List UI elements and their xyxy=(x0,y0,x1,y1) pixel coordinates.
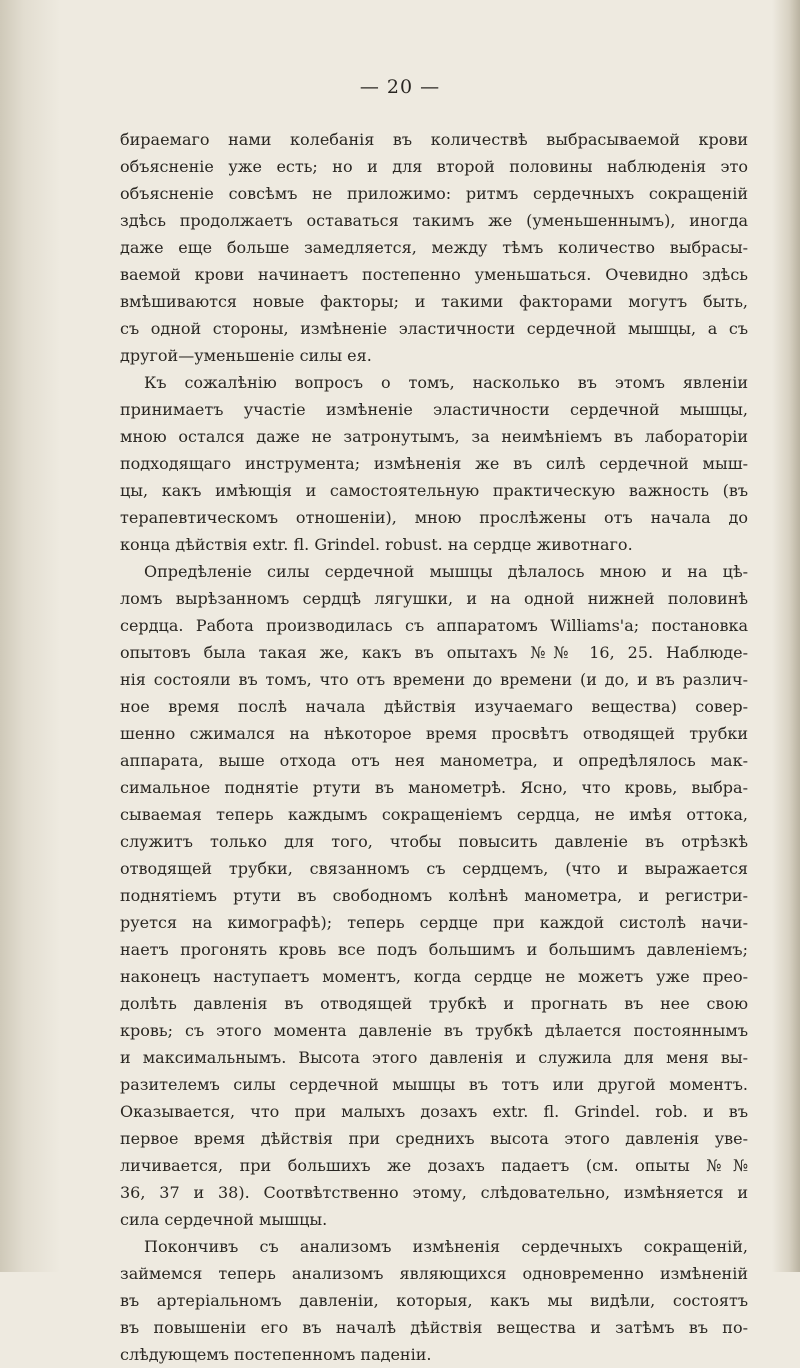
text-line: 36, 37 и 38). Соотвѣтственно этому, слѣдовательно, измѣняется и xyxy=(120,1183,748,1202)
text-line: въ повышеніи его въ началѣ дѣйствія вещества и затѣмъ въ по- xyxy=(120,1318,748,1337)
text-line: другой—уменьшеніе силы ея. xyxy=(120,346,372,365)
text-line: и максимальнымъ. Высота этого давленія и служила для меня вы- xyxy=(120,1048,748,1067)
text-line: отводящей трубки, связанномъ съ сердцемъ, (что и выражается xyxy=(120,859,748,878)
text-line: опытовъ была такая же, какъ въ опытахъ №№ 16, 25. Наблюде- xyxy=(120,643,748,662)
text-line: аппарата, выше отхода отъ нея манометра, и опредѣлялось мак- xyxy=(120,751,748,770)
page-number: — 20 — xyxy=(359,76,441,98)
text-line: наконецъ наступаетъ моментъ, когда сердце не можетъ уже прео- xyxy=(120,967,748,986)
text-line: наетъ прогонять кровь все подъ большимъ и большимъ давленіемъ; xyxy=(120,940,748,959)
text-line: принимаетъ участіе измѣненіе эластичности сердечной мышцы, xyxy=(120,400,748,419)
text-line: мною остался даже не затронутымъ, за неимѣніемъ въ лабораторіи xyxy=(120,427,748,446)
text-line: бираемаго нами колебанія въ количествѣ выбрасываемой крови xyxy=(120,130,748,149)
text-line: ное время послѣ начала дѣйствія изучаемаго вещества) совер- xyxy=(120,697,748,716)
text-line: личивается, при большихъ же дозахъ падаетъ (см. опыты №№ xyxy=(120,1156,748,1175)
text-line: здѣсь продолжаетъ оставаться такимъ же (уменьшеннымъ), иногда xyxy=(120,211,748,230)
scan-shadow-right xyxy=(772,0,800,1272)
text-line: Покончивъ съ анализомъ измѣненія сердечныхъ сокращеній, xyxy=(144,1237,748,1256)
text-line: объясненіе уже есть; но и для второй половины наблюденія это xyxy=(120,157,748,176)
text-line: подходящаго инструмента; измѣненія же въ силѣ сердечной мыш- xyxy=(120,454,748,473)
text-line: сываемая теперь каждымъ сокращеніемъ сердца, не имѣя оттока, xyxy=(120,805,748,824)
text-line: въ артеріальномъ давленіи, которыя, какъ мы видѣли, состоятъ xyxy=(120,1291,748,1310)
text-line: Оказывается, что при малыхъ дозахъ extr. fl. Grindel. rob. и въ xyxy=(120,1102,748,1121)
text-line: ваемой крови начинаетъ постепенно уменьшаться. Очевидно здѣсь xyxy=(120,265,748,284)
text-line: займемся теперь анализомъ являющихся одновременно измѣненій xyxy=(120,1264,748,1283)
text-line: цы, какъ имѣющія и самостоятельную практическую важность (въ xyxy=(120,481,748,500)
text-line: даже еще больше замедляется, между тѣмъ количество выбрасы- xyxy=(120,238,748,257)
text-line: поднятіемъ ртути въ свободномъ колѣнѣ манометра, и регистри- xyxy=(120,886,748,905)
text-line: первое время дѣйствія при среднихъ высота этого давленія уве- xyxy=(120,1129,748,1148)
scan-shadow-left xyxy=(0,0,60,1272)
text-line: съ одной стороны, измѣненіе эластичности сердечной мышцы, а съ xyxy=(120,319,748,338)
text-line: слѣдующемъ постепенномъ паденіи. xyxy=(120,1345,432,1364)
text-line: Опредѣленіе силы сердечной мышцы дѣлалось мною и на цѣ- xyxy=(144,562,748,581)
text-line: терапевтическомъ отношеніи), мною прослѣжены отъ начала до xyxy=(120,508,748,527)
text-line: кровь; съ этого момента давленіе въ трубкѣ дѣлается постояннымъ xyxy=(120,1021,748,1040)
body-text xyxy=(120,126,748,1368)
text-line: разителемъ силы сердечной мышцы въ тотъ или другой моментъ. xyxy=(120,1075,748,1094)
text-line: вмѣшиваются новые факторы; и такими факторами могутъ быть, xyxy=(120,292,748,311)
text-line: конца дѣйствія extr. fl. Grindel. robust. на сердце животнаго. xyxy=(120,535,633,554)
text-line: объясненіе совсѣмъ не приложимо: ритмъ сердечныхъ сокращеній xyxy=(120,184,748,203)
text-line: сила сердечной мышцы. xyxy=(120,1210,328,1229)
text-line: руется на кимографѣ); теперь сердце при каждой систолѣ начи- xyxy=(120,913,748,932)
text-line: долѣть давленія въ отводящей трубкѣ и прогнать въ нее свою xyxy=(120,994,748,1013)
text-line: Къ сожалѣнію вопросъ о томъ, насколько въ этомъ явленіи xyxy=(144,373,748,392)
text-line: шенно сжимался на нѣкоторое время просвѣтъ отводящей трубки xyxy=(120,724,748,743)
text-line: симальное поднятіе ртути въ манометрѣ. Ясно, что кровь, выбра- xyxy=(120,778,748,797)
text-line: ломъ вырѣзанномъ сердцѣ лягушки, и на одной нижней половинѣ xyxy=(120,589,748,608)
text-line: нія состояли въ томъ, что отъ времени до времени (и до, и въ различ- xyxy=(120,670,748,689)
text-line: служитъ только для того, чтобы повысить давленіе въ отрѣзкѣ xyxy=(120,832,748,851)
text-line: сердца. Работа производилась съ аппаратомъ Williams'a; постановка xyxy=(120,616,748,635)
